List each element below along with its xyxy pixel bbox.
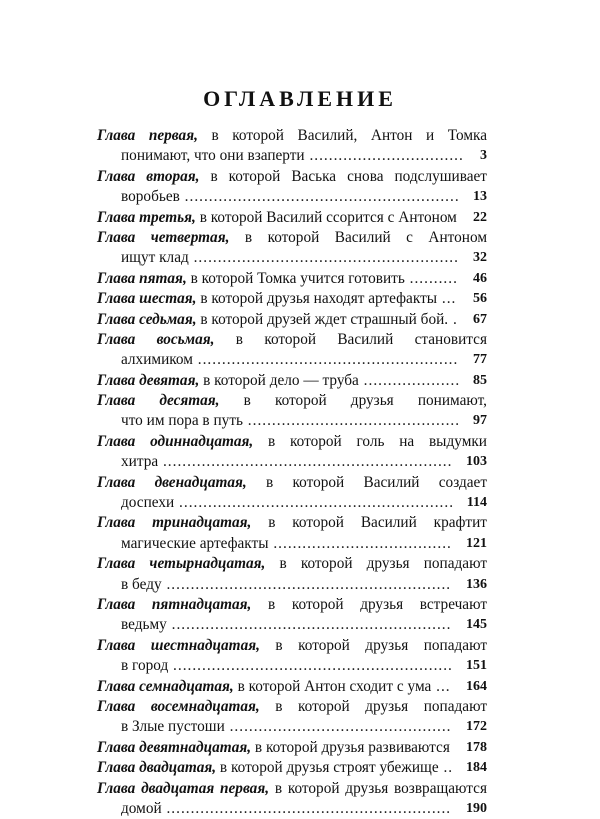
toc-entry-line xyxy=(97,126,487,146)
chapter-label: Глава десятая, xyxy=(97,392,220,409)
dot-leader: .. xyxy=(439,759,453,776)
dot-leader: ...................................................... xyxy=(193,351,458,368)
page-number: 178 xyxy=(466,738,487,758)
chapter-description: в которой друзья попадают xyxy=(275,698,487,715)
toc-entry-line xyxy=(97,391,487,411)
toc-entry-line xyxy=(97,595,487,615)
toc-entry-continuation xyxy=(97,452,487,472)
toc-entry xyxy=(97,677,487,697)
toc-entry xyxy=(97,432,487,473)
toc-entry xyxy=(97,513,487,554)
toc-entry xyxy=(97,697,487,738)
toc-entry xyxy=(97,330,487,371)
dot-leader: .......................................................... xyxy=(167,616,452,633)
toc-entry-continuation xyxy=(97,350,487,370)
toc-list xyxy=(97,126,487,819)
dot-leader: .............................................. xyxy=(225,718,452,735)
toc-entry-line xyxy=(97,738,487,758)
dot-leader: ............................................ xyxy=(243,412,460,429)
chapter-description: хитра xyxy=(121,453,158,470)
chapter-description: в которой Василий, Антон и Томка xyxy=(211,127,487,144)
chapter-description: в которой друзья строят убежище xyxy=(220,759,439,776)
chapter-description: в которой Василий крафтит xyxy=(268,514,487,531)
chapter-description: магические артефакты xyxy=(121,535,269,552)
chapter-description: воробьев xyxy=(121,188,180,205)
toc-entry-continuation xyxy=(97,534,487,554)
chapter-description: в которой Василий с Антоном xyxy=(245,229,487,246)
page-number: 85 xyxy=(473,371,487,391)
toc-entry-line xyxy=(97,330,487,350)
chapter-description: в город xyxy=(121,657,168,674)
page-number: 67 xyxy=(473,310,487,330)
dot-leader: . xyxy=(448,311,458,328)
toc-entry xyxy=(97,126,487,167)
chapter-label: Глава восемнадцатая, xyxy=(97,698,260,715)
toc-entry-line xyxy=(97,697,487,717)
chapter-description: в которой друзья попадают xyxy=(279,555,487,572)
dot-leader: .......................................................... xyxy=(168,657,453,674)
chapter-label: Глава девятнадцатая, xyxy=(97,739,251,756)
chapter-description: что им пора в путь xyxy=(121,412,243,429)
chapter-description: в которой друзья понимают, xyxy=(244,392,487,409)
toc-entry-continuation xyxy=(97,146,487,166)
toc-entry-line xyxy=(97,208,487,228)
toc-entry-line xyxy=(97,289,487,309)
toc-entry xyxy=(97,228,487,269)
page-number: 46 xyxy=(473,269,487,289)
page-number: 97 xyxy=(473,411,487,431)
chapter-label: Глава двадцатая, xyxy=(97,759,216,776)
chapter-description: в которой Томка учится готовить xyxy=(191,270,405,287)
page-number: 121 xyxy=(466,534,487,554)
page-title: ОГЛАВЛЕНИЕ xyxy=(0,86,600,112)
toc-entry-line xyxy=(97,228,487,248)
page-number: 190 xyxy=(466,799,487,819)
toc-entry xyxy=(97,636,487,677)
toc-entry-continuation xyxy=(97,411,487,431)
page-number: 56 xyxy=(473,289,487,309)
toc-entry-continuation xyxy=(97,187,487,207)
chapter-description: в которой друзей ждет страшный бой. xyxy=(200,311,448,328)
page-number: 164 xyxy=(466,677,487,697)
dot-leader: .................... xyxy=(359,372,460,389)
toc-entry-line xyxy=(97,371,487,391)
chapter-description: в которой друзья возвращаются xyxy=(275,780,487,797)
toc-entry-continuation xyxy=(97,575,487,595)
chapter-description: ищут клад xyxy=(121,249,189,266)
toc-entry-line xyxy=(97,167,487,187)
chapter-label: Глава двенадцатая, xyxy=(97,474,247,491)
toc-entry-line xyxy=(97,310,487,330)
chapter-description: в которой Васька снова подслушивает xyxy=(210,168,487,185)
toc-entry xyxy=(97,554,487,595)
chapter-label: Глава девятая, xyxy=(97,372,199,389)
dot-leader: ........................................................... xyxy=(162,576,451,593)
toc-entry xyxy=(97,473,487,514)
chapter-description: в которой друзья развиваются xyxy=(255,739,450,756)
toc-entry xyxy=(97,391,487,432)
chapter-description: в которой голь на выдумки xyxy=(268,433,487,450)
dot-leader: ............................................................ xyxy=(158,453,452,470)
page-number: 136 xyxy=(466,575,487,595)
chapter-description: алхимиком xyxy=(121,351,193,368)
toc-entry xyxy=(97,310,487,330)
page-number: 184 xyxy=(466,758,487,778)
toc-entry-continuation xyxy=(97,656,487,676)
toc-entry-line xyxy=(97,779,487,799)
toc-entry-line xyxy=(97,758,487,778)
chapter-description: домой xyxy=(121,800,162,817)
chapter-label: Глава третья, xyxy=(97,209,196,226)
toc-entry-line xyxy=(97,473,487,493)
toc-entry-continuation xyxy=(97,717,487,737)
toc-entry xyxy=(97,779,487,819)
toc-entry xyxy=(97,208,487,228)
chapter-description: в которой Василий ссорится с Антоном xyxy=(200,209,457,226)
chapter-label: Глава седьмая, xyxy=(97,311,197,328)
toc-entry xyxy=(97,167,487,208)
chapter-label: Глава тринадцатая, xyxy=(97,514,251,531)
chapter-label: Глава восьмая, xyxy=(97,331,215,348)
toc-entry-line xyxy=(97,677,487,697)
chapter-description: в которой друзья встречают xyxy=(268,596,487,613)
dot-leader: .......... xyxy=(405,270,458,287)
toc-entry xyxy=(97,758,487,778)
toc-entry-continuation xyxy=(97,799,487,819)
dot-leader: ................................ xyxy=(305,147,464,164)
chapter-description: в которой Василий создает xyxy=(266,474,487,491)
chapter-label: Глава семнадцатая, xyxy=(97,678,234,695)
chapter-description: в которой Антон сходит с ума xyxy=(238,678,432,695)
toc-entry-continuation xyxy=(97,248,487,268)
chapter-description: в которой друзья находят артефакты xyxy=(200,290,437,307)
page-number: 151 xyxy=(466,656,487,676)
toc-entry-line xyxy=(97,269,487,289)
toc-entry-continuation xyxy=(97,615,487,635)
chapter-description: доспехи xyxy=(121,494,174,511)
chapter-label: Глава первая, xyxy=(97,127,198,144)
chapter-label: Глава вторая, xyxy=(97,168,199,185)
toc-entry xyxy=(97,269,487,289)
page-number: 145 xyxy=(466,615,487,635)
chapter-label: Глава двадцатая первая, xyxy=(97,780,269,797)
dot-leader: ..................................... xyxy=(269,535,452,552)
chapter-label: Глава четырнадцатая, xyxy=(97,555,265,572)
chapter-description: в Злые пустоши xyxy=(121,718,225,735)
chapter-label: Глава пятнадцатая, xyxy=(97,596,251,613)
page-number: 22 xyxy=(473,208,487,228)
dot-leader: ........................................................... xyxy=(162,800,451,817)
toc-entry xyxy=(97,738,487,758)
toc-entry-continuation xyxy=(97,493,487,513)
page-number: 13 xyxy=(473,187,487,207)
page-number: 32 xyxy=(473,248,487,268)
chapter-description: понимают, что они взаперти xyxy=(121,147,305,164)
page-number: 77 xyxy=(473,350,487,370)
chapter-description: в которой друзья попадают xyxy=(275,637,487,654)
chapter-label: Глава шестая, xyxy=(97,290,197,307)
toc-entry-line xyxy=(97,636,487,656)
toc-entry xyxy=(97,371,487,391)
chapter-label: Глава пятая, xyxy=(97,270,187,287)
dot-leader: ... xyxy=(437,290,456,307)
page-number: 3 xyxy=(480,146,487,166)
toc-entry-line xyxy=(97,554,487,574)
page-number: 172 xyxy=(466,717,487,737)
toc-entry xyxy=(97,595,487,636)
page-number: 103 xyxy=(466,452,487,472)
chapter-description: в которой дело — труба xyxy=(203,372,359,389)
chapter-label: Глава одиннадцатая, xyxy=(97,433,253,450)
chapter-label: Глава четвертая, xyxy=(97,229,229,246)
dot-leader: ... xyxy=(431,678,450,695)
dot-leader: ......................................................... xyxy=(174,494,454,511)
chapter-label: Глава шестнадцатая, xyxy=(97,637,260,654)
page-number: 114 xyxy=(467,493,487,513)
dot-leader: ....................................................... xyxy=(189,249,459,266)
toc-entry xyxy=(97,289,487,309)
chapter-description: ведьму xyxy=(121,616,167,633)
toc-entry-line xyxy=(97,513,487,533)
dot-leader: ......................................................... xyxy=(180,188,460,205)
toc-entry-line xyxy=(97,432,487,452)
chapter-description: в которой Василий становится xyxy=(236,331,487,348)
chapter-description: в беду xyxy=(121,576,162,593)
